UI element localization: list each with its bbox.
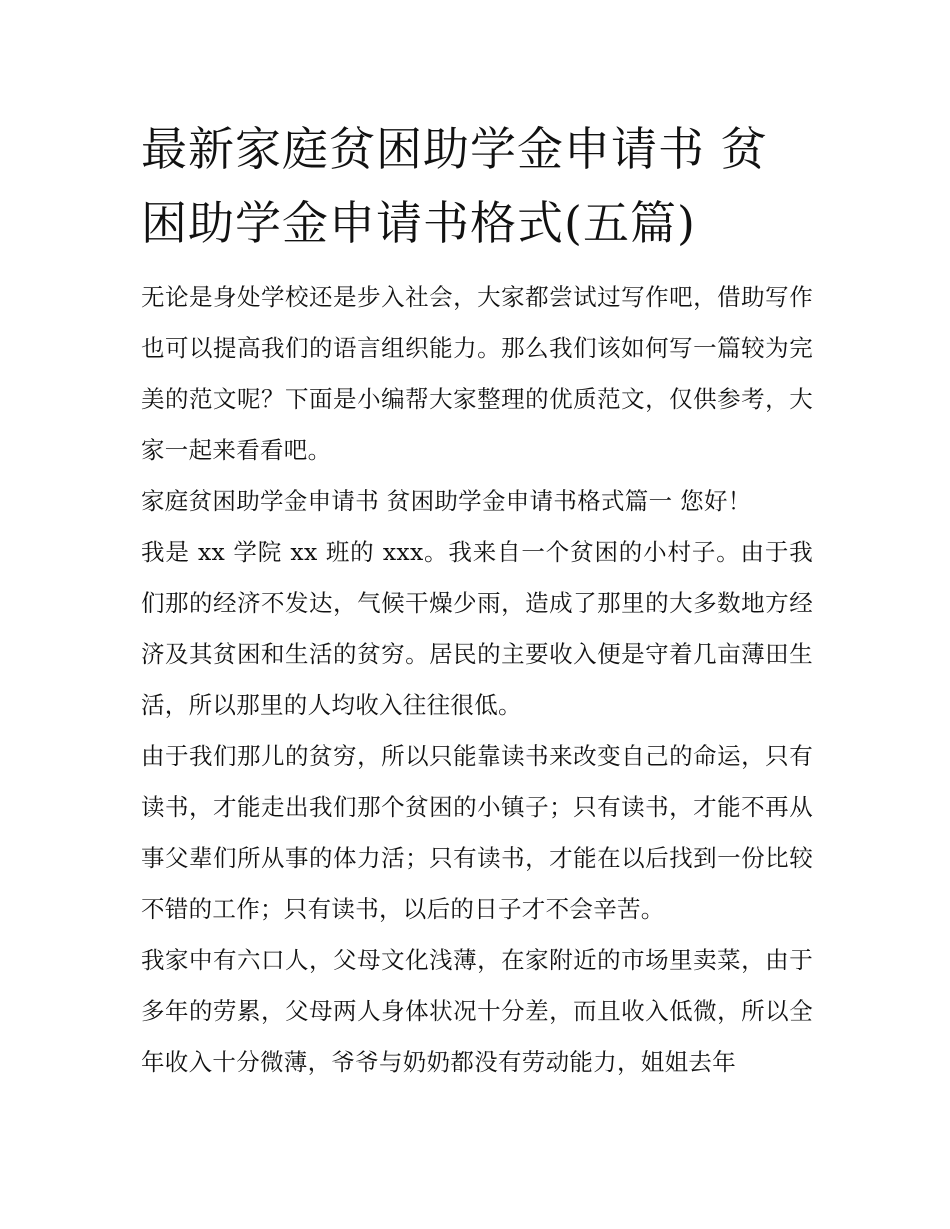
paragraph-family-situation: 我家中有六口人，父母文化浅薄，在家附近的市场里卖菜，由于多年的劳累，父母两人身体状况十分差，而且收入低微，所以全年收入十分微薄，爷爷与奶奶都没有劳动能力，姐姐去年: [141, 946, 813, 1076]
document-body: [141, 112, 813, 1088]
paragraph-study-motivation: 由于我们那儿的贫穷，所以只能靠读书来改变自己的命运，只有读书，才能走出我们那个贫困的小镇子；只有读书，才能不再从事父辈们所从事的体力活；只有读书，才能在以后找到一份比较不错的工作；只有读书，以后的日子才不会辛苦。: [141, 742, 813, 923]
paragraph-self-introduction: 我是 xx 学院 xx 班的 xxx。我来自一个贫困的小村子。由于我们那的经济不发达，气候干燥少雨，造成了那里的大多数地方经济及其贫困和生活的贫穷。居民的主要收入便是守着几亩薄田生活，所以那里的人均收入往往很低。: [141, 538, 813, 719]
paragraph-intro: 无论是身处学校还是步入社会，大家都尝试过写作吧，借助写作也可以提高我们的语言组织能力。那么我们该如何写一篇较为完美的范文呢？下面是小编帮大家整理的优质范文，仅供参考，大家一起来看看吧。: [141, 283, 813, 464]
paragraph-section-heading: 家庭贫困助学金申请书 贫困助学金申请书格式篇一 您好！: [141, 487, 752, 515]
title-spacer: [141, 260, 813, 272]
document-title: 最新家庭贫困助学金申请书 贫困助学金申请书格式(五篇): [141, 122, 768, 250]
